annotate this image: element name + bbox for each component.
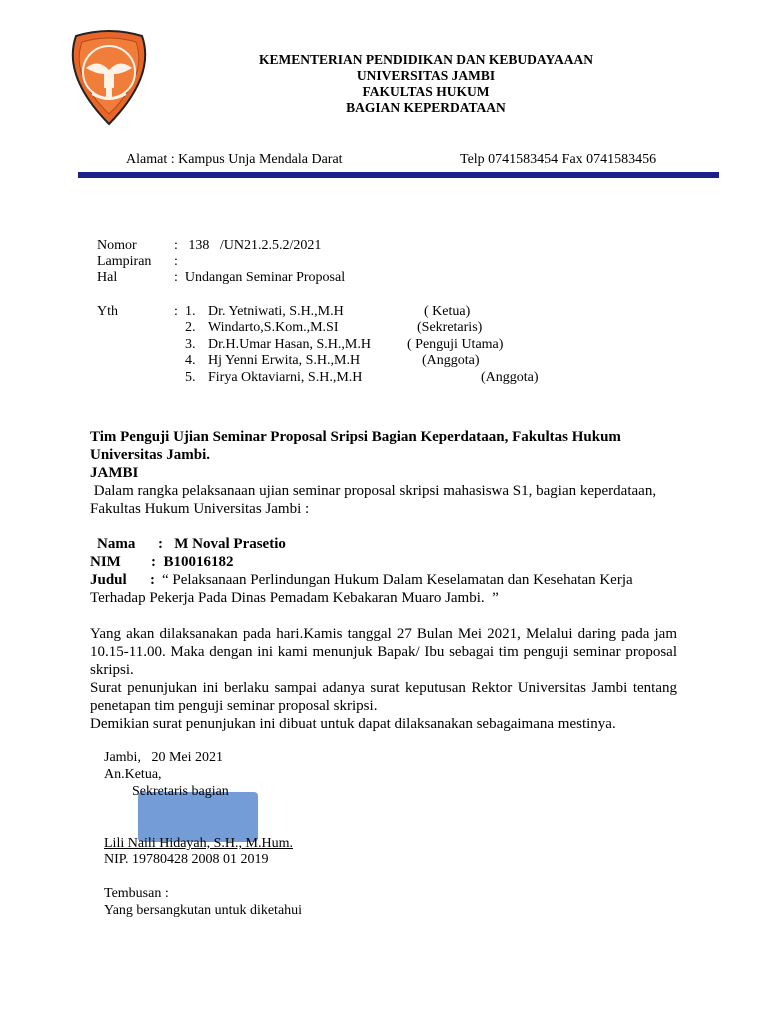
yth-label: Yth: [97, 304, 118, 319]
letterhead-rule: [78, 172, 719, 178]
recipient-role-3: ( Penguji Utama): [407, 337, 504, 352]
signatory-nip: NIP. 19780428 2008 01 2019: [104, 852, 269, 867]
faculty-name: FAKULTAS HUKUM: [362, 84, 490, 99]
nama-label: Nama: [97, 536, 136, 552]
intro-line-1: Dalam rangka pelaksanaan ujian seminar proposal skripsi mahasiswa S1, bagian keperdataan,: [90, 483, 657, 499]
garuda-emblem-icon: [62, 28, 156, 126]
addressee-line-1: Tim Penguji Ujian Seminar Proposal Sripsi Bagian Keperdataan, Fakultas Hukum: [90, 429, 621, 445]
closing-paragraph: Demikian surat penunjukan ini dibuat untuk dapat dilaksanakan sebagaimana mestinya.: [90, 716, 616, 732]
thesis-title-line-2: Terhadap Pekerja Pada Dinas Pemadam Kebakaran Muaro Jambi. ”: [90, 590, 499, 606]
recipient-num-3: 3.: [185, 337, 196, 352]
cc-line: Yang bersangkutan untuk diketahui: [104, 903, 303, 918]
place-date: Jambi, 20 Mei 2021: [104, 750, 223, 765]
judul-label: Judul: [90, 572, 127, 588]
lampiran-value: :: [174, 254, 178, 269]
judul-colon: :: [150, 572, 155, 588]
department-name: BAGIAN KEPERDATAAN: [346, 100, 506, 115]
university-logo: [62, 28, 156, 126]
nim-value: : B10016182: [151, 554, 234, 570]
yth-colon: :: [174, 304, 178, 319]
phone-fax: Telp 0741583454 Fax 0741583456: [460, 152, 657, 167]
letterhead-title: [150, 52, 702, 116]
recipient-num-5: 5.: [185, 370, 196, 385]
nama-value: : M Noval Prasetio: [158, 536, 286, 552]
validity-paragraph: Surat penunjukan ini berlaku sampai adanya surat keputusan Rektor Universitas Jambi tentang penetapan tim penguji seminar proposal skripsi.: [90, 680, 677, 714]
recipient-name-1: Dr. Yetniwati, S.H.,M.H: [208, 304, 344, 319]
hal-value: : Undangan Seminar Proposal: [174, 270, 346, 285]
recipient-role-2: (Sekretaris): [417, 320, 483, 335]
recipient-name-4: Hj Yenni Erwita, S.H.,M.H: [208, 353, 361, 368]
recipient-role-1: ( Ketua): [424, 304, 471, 319]
address: Alamat : Kampus Unja Mendala Darat: [126, 152, 343, 167]
recipient-role-5: (Anggota): [481, 370, 539, 385]
hal-label: Hal: [97, 270, 118, 285]
nomor-label: Nomor: [97, 238, 137, 253]
recipient-name-5: Firya Oktaviarni, S.H.,M.H: [208, 370, 363, 385]
thesis-title-line-1: “ Pelaksanaan Perlindungan Hukum Dalam Keselamatan dan Kesehatan Kerja: [162, 572, 633, 588]
lampiran-label: Lampiran: [97, 254, 152, 269]
intro-line-2: Fakultas Hukum Universitas Jambi :: [90, 501, 310, 517]
signatory-title: Sekretaris bagian: [132, 784, 229, 799]
recipient-num-2: 2.: [185, 320, 196, 335]
schedule-paragraph: Yang akan dilaksanakan pada hari.Kamis tanggal 27 Bulan Mei 2021, Melalui daring pada jam 10.15-11.00. Maka dengan ini kami menunjuk Bapak/ Ibu sebagai tim penguji seminar proposal skripsi.: [90, 626, 677, 678]
nim-label: NIM: [90, 554, 121, 570]
recipient-name-3: Dr.H.Umar Hasan, S.H.,M.H: [208, 337, 371, 352]
ministry-name: KEMENTERIAN PENDIDIKAN DAN KEBUDAYAAAN: [259, 52, 593, 67]
addressee-line-3: JAMBI: [90, 465, 139, 481]
recipient-num-4: 4.: [185, 353, 196, 368]
university-name: UNIVERSITAS JAMBI: [356, 68, 496, 83]
recipient-num-1: 1.: [185, 304, 196, 319]
cc-label: Tembusan :: [104, 886, 169, 901]
an-ketua: An.Ketua,: [104, 767, 162, 782]
recipient-role-4: (Anggota): [422, 353, 480, 368]
signatory-name: Lili Naili Hidayah, S.H., M.Hum.: [104, 836, 293, 851]
recipient-name-2: Windarto,S.Kom.,M.SI: [208, 320, 339, 335]
nomor-value: : 138 /UN21.2.5.2/2021: [174, 238, 322, 253]
addressee-line-2: Universitas Jambi.: [90, 447, 210, 463]
